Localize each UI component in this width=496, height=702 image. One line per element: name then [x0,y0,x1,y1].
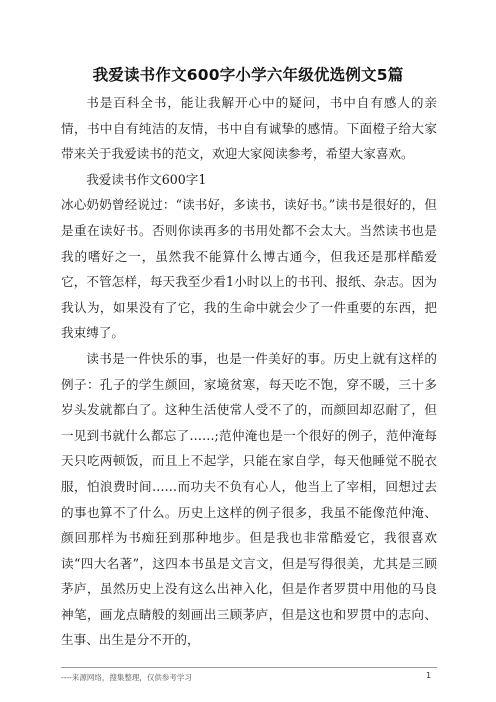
document-title: 我爱读书作文600字小学六年级优选例文5篇 [92,66,404,84]
document-body [61,90,437,653]
body-paragraph: 读书是一件快乐的事，也是一件美好的事。历史上就有这样的例子：孔子的学生颜回，家境贫寒，每天吃不饱，穿不暖，三十多岁头发就都白了。这种生活使常人受不了的，而颜回却忍耐了，但一见到书就什么都忘了……;范仲淹也是一个很好的例子，范仲淹每天只吃两顿饭，而且上不起学，只能在家自学，每天他睡觉不脱衣服，怕浪费时间……而功夫不负有心人，他当上了宰相，回想过去的事也算不了什么。历史上这样的例子很多，我虽不能像范仲淹、颜回那样为书痴狂到那种地步。但是我也非常酷爱它，我很喜欢读“四大名著”，这四本书虽是文言文，但是写得很美，尤其是三顾茅庐，虽然历史上没有这么出神入化，但是作者罗贯中用他的马良神笔，画龙点睛般的刻画出三顾茅庐，但是这也和罗贯中的志向、生事、出生是分不开的， [61,350,437,648]
section-heading: 我爱读书作文600字1 [86,171,207,187]
footer-note: ----来源网络，搜集整理，仅供参考学习 [61,673,192,682]
body-paragraph: 冰心奶奶曾经说过：“读书好，多读书，读好书。”读书是很好的，但是重在读好书。否则你读再多的书用处都不会太大。当然读书也是我的嗜好之一，虽然我不能算什么博古通今，但我还是那样酷爱它，不管怎样，每天我至少看1小时以上的书刊、报纸、杂志。因为我认为，如果没有了它，我的生命中就会少了一件重要的东西，把我束缚了。 [61,197,437,341]
page-number: 1 [426,671,432,680]
footer-divider [61,667,437,668]
intro-paragraph: 书是百科全书，能让我解开心中的疑问，书中自有感人的亲情，书中自有纯洁的友情，书中自有诚挚的感情。下面橙子给大家带来关于我爱读书的范文，欢迎大家阅读参考，希望大家喜欢。 [61,95,437,162]
